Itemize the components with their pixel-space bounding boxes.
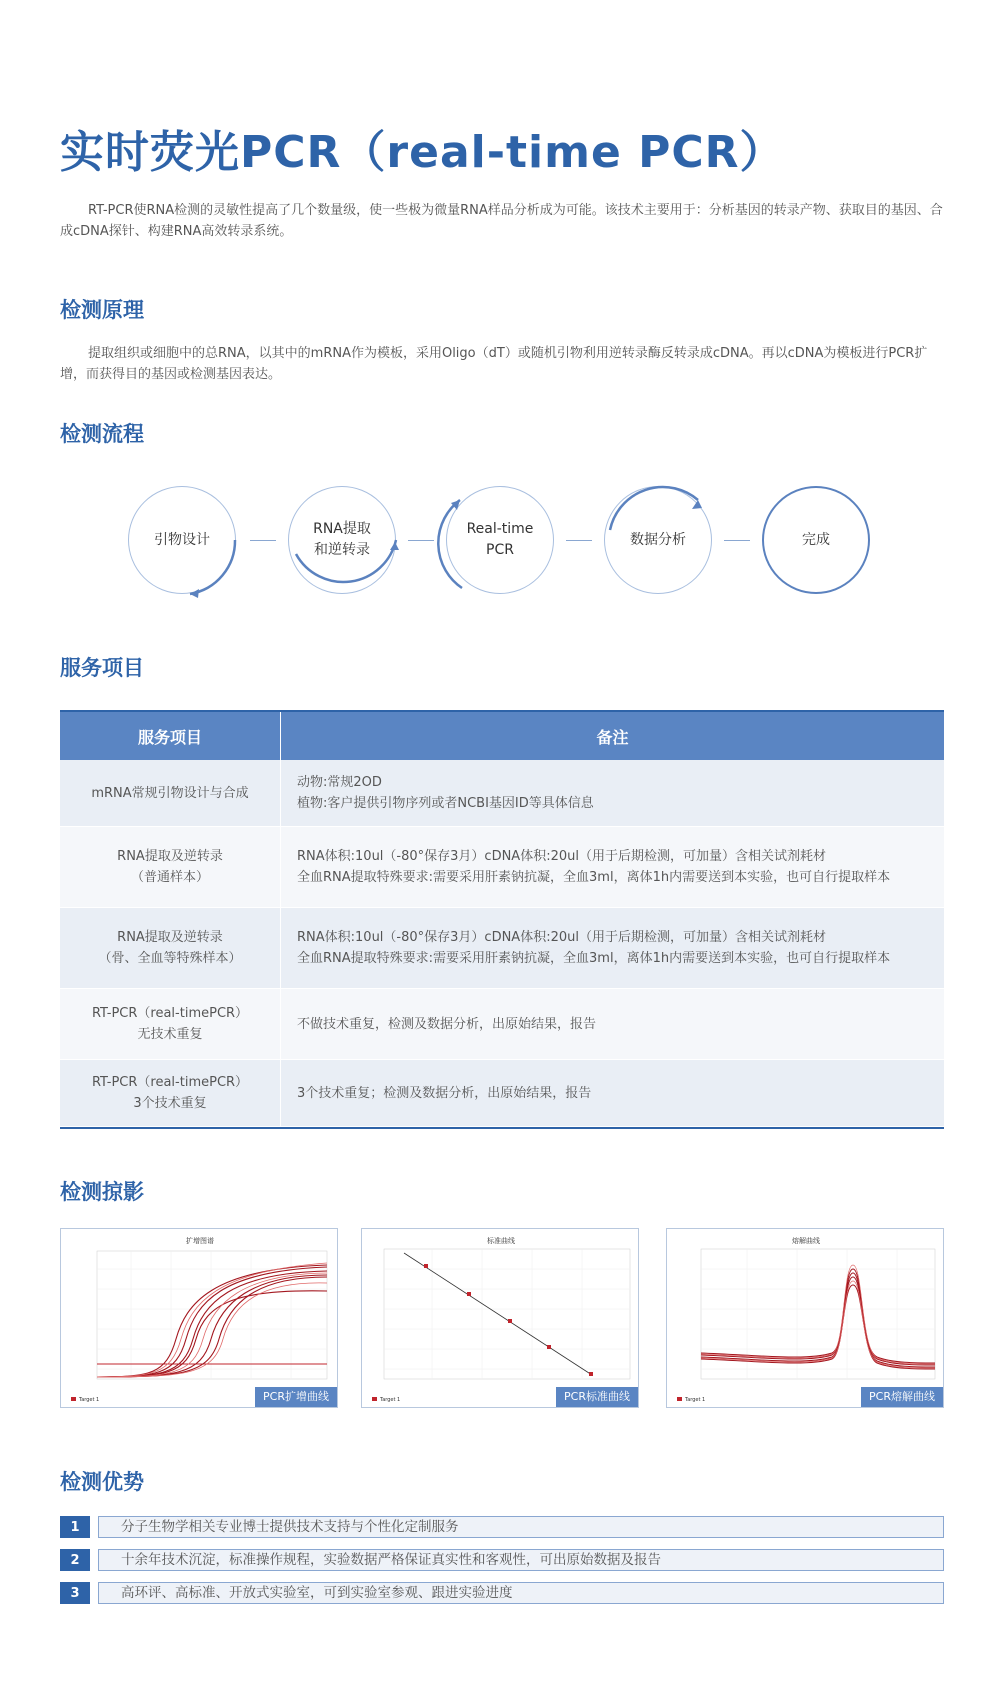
- table-cell-note: 不做技术重复，检测及数据分析，出原始结果，报告: [280, 989, 944, 1059]
- intro-paragraph: RT-PCR使RNA检测的灵敏性提高了几个数量级，使一些极为微量RNA样品分析成为可能。该技术主要用于：分析基因的转录产物、获取目的基因、合成cDNA探针、构建RNA高效转录系统。: [60, 203, 943, 239]
- advantage-item: [60, 1582, 944, 1604]
- plot-title: 熔解曲线: [792, 1237, 820, 1245]
- image-caption: PCR标准曲线: [556, 1387, 638, 1407]
- services-table: [60, 710, 944, 1129]
- table-cell-item: mRNA常规引物设计与合成: [91, 785, 249, 801]
- table-row: [60, 760, 944, 827]
- services-heading: 服务项目: [60, 656, 144, 680]
- table-row: [60, 1060, 944, 1127]
- plot-legend: Target 1: [79, 1397, 100, 1403]
- amplification-plot: [61, 1229, 339, 1409]
- process-flow: [0, 480, 1000, 610]
- advantage-number: 3: [60, 1582, 90, 1604]
- standard-curve-plot: [362, 1229, 640, 1409]
- advantage-number: 2: [60, 1549, 90, 1571]
- process-step: 引物设计: [128, 486, 236, 594]
- table-row: [60, 827, 944, 908]
- image-caption: PCR扩增曲线: [255, 1387, 337, 1407]
- table-bottom-border: [60, 1127, 944, 1129]
- principle-heading: 检测原理: [60, 298, 144, 322]
- plot-legend: Target 1: [685, 1397, 706, 1403]
- process-heading: 检测流程: [60, 422, 144, 446]
- table-header: [60, 710, 944, 760]
- advantages-heading: 检测优势: [60, 1470, 144, 1494]
- table-header-cell: 服务项目: [137, 727, 202, 747]
- standard-curve-image: [361, 1228, 639, 1408]
- advantage-text: 高环评、高标准、开放式实验室，可到实验室参观、跟进实验进度: [98, 1582, 944, 1604]
- plot-title: 扩增图谱: [186, 1237, 214, 1245]
- advantage-text: 分子生物学相关专业博士提供技术支持与个性化定制服务: [98, 1516, 944, 1538]
- page-title: 实时荧光PCR（real-time PCR）: [60, 127, 785, 178]
- table-cell-note: 3个技术重复；检测及数据分析，出原始结果，报告: [280, 1060, 944, 1126]
- table-header-cell: 备注: [280, 712, 944, 760]
- process-step: Real-time PCR: [446, 486, 554, 594]
- table-cell-note: RNA体积:10ul（-80°保存3月）cDNA体积:20ul（用于后期检测，可加量）含相关试剂耗材 全血RNA提取特殊要求:需要采用肝素钠抗凝，全血3ml，离体1h内需要送到本实验，也可自行提取样本: [280, 908, 944, 988]
- plot-legend: Target 1: [380, 1397, 401, 1403]
- table-cell-item: RNA提取及逆转录 （普通样本）: [117, 849, 223, 885]
- advantage-item: [60, 1549, 944, 1571]
- table-cell-note: 动物:常规2OD 植物:客户提供引物序列或者NCBI基因ID等具体信息: [280, 760, 944, 826]
- melt-curve-image: [666, 1228, 944, 1408]
- table-cell-note: RNA体积:10ul（-80°保存3月）cDNA体积:20ul（用于后期检测，可加量）含相关试剂耗材 全血RNA提取特殊要求:需要采用肝素钠抗凝，全血3ml，离体1h内需要送到本实验，也可自行提取样本: [280, 827, 944, 907]
- process-step: 完成: [762, 486, 870, 594]
- amplification-curve-image: [60, 1228, 338, 1408]
- table-row: [60, 908, 944, 989]
- process-step: RNA提取 和逆转录: [288, 486, 396, 594]
- advantage-text: 十余年技术沉淀，标准操作规程，实验数据严格保证真实性和客观性，可出原始数据及报告: [98, 1549, 944, 1571]
- advantage-number: 1: [60, 1516, 90, 1538]
- table-row: [60, 989, 944, 1060]
- plot-title: 标准曲线: [487, 1237, 515, 1245]
- advantage-item: [60, 1516, 944, 1538]
- principle-paragraph: 提取组织或细胞中的总RNA，以其中的mRNA作为模板，采用Oligo（dT）或随机引物利用逆转录酶反转录成cDNA。再以cDNA为模板进行PCR扩增，而获得目的基因或检测基因表达。: [60, 346, 928, 382]
- process-step: 数据分析: [604, 486, 712, 594]
- process-arcs: [0, 480, 1000, 610]
- table-cell-item: RNA提取及逆转录 （骨、全血等特殊样本）: [98, 930, 242, 966]
- melt-curve-plot: [667, 1229, 945, 1409]
- gallery-heading: 检测掠影: [60, 1180, 144, 1204]
- image-caption: PCR熔解曲线: [861, 1387, 943, 1407]
- table-cell-item: RT-PCR（real-timePCR） 无技术重复: [91, 1006, 249, 1042]
- table-cell-item: RT-PCR（real-timePCR） 3个技术重复: [91, 1075, 249, 1111]
